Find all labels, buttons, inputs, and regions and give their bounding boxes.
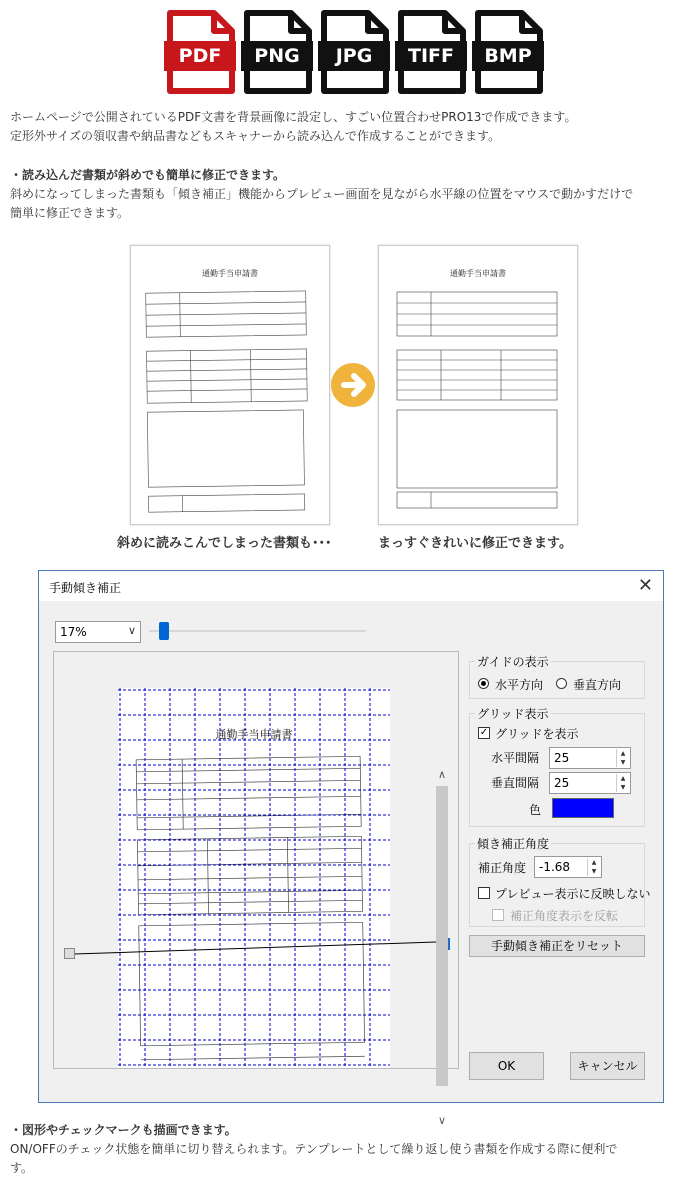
jpg-label: JPG — [335, 45, 373, 67]
doc-title-before: 通勤手当申請書 — [202, 269, 258, 278]
skewed-document-image — [130, 245, 330, 525]
vertical-scrollbar[interactable] — [436, 786, 448, 1086]
doc-title-after: 通勤手当申請書 — [450, 269, 506, 278]
arrow-right-icon — [330, 362, 376, 408]
v-interval-value: 25 — [554, 776, 570, 790]
h-interval-value: 25 — [554, 751, 570, 765]
ok-button[interactable]: OK — [469, 1052, 544, 1080]
zoom-select[interactable] — [55, 621, 141, 643]
angle-input[interactable] — [534, 856, 602, 878]
section2-heading: ・図形やチェックマークも描画できます。 — [10, 1123, 237, 1137]
dialog-title-bar — [39, 571, 663, 601]
h-interval-label: 水平間隔 — [491, 751, 540, 765]
scroll-down-icon[interactable]: ∨ — [438, 1114, 447, 1127]
v-interval-label: 垂直間隔 — [491, 776, 540, 790]
section1-line-1: 斜めになってしまった書類も「傾き補正」機能からプレビュー画面を見ながら水平線の位置をマウスで動かすだけで — [10, 187, 634, 201]
guide-line — [54, 652, 458, 1068]
section1-line-2: 簡単に修正できます。 — [10, 206, 130, 220]
angle-value: -1.68 — [539, 860, 571, 874]
angle-label: 補正角度 — [478, 861, 527, 875]
no-preview-label: プレビュー表示に反映しない — [495, 887, 651, 901]
spin-arrows-icon[interactable]: ▲ ▼ — [616, 749, 629, 767]
section1-heading: ・読み込んだ書類が斜めでも簡単に修正できます。 — [10, 168, 286, 182]
png-label: PNG — [254, 45, 300, 67]
scroll-up-icon[interactable]: ∧ — [438, 768, 447, 781]
spin-arrows-icon[interactable]: ▲ ▼ — [587, 858, 600, 876]
preview-area[interactable] — [53, 651, 459, 1127]
v-interval-input[interactable] — [549, 772, 631, 794]
intro-line-2: 定形外サイズの領収書や納品書などもスキャナーから読み込んで作成することができます。 — [10, 129, 501, 143]
section2-line-1: ON/OFFのチェック状態を簡単に切り替えられます。テンプレートとして繰り返し使う書類を作成する際に便利で — [10, 1142, 618, 1156]
close-icon[interactable]: ✕ — [637, 575, 653, 596]
angle-group-title: 傾き補正角度 — [477, 837, 550, 851]
jpg-file-icon — [318, 9, 390, 95]
corrected-document-image — [378, 245, 578, 525]
grid-show-checkbox[interactable]: ✓ — [479, 727, 489, 738]
grid-group-title: グリッド表示 — [477, 707, 549, 721]
caption-before: 斜めに読みこんでしまった書類も･･･ — [117, 536, 332, 551]
cancel-button[interactable]: キャンセル — [570, 1052, 645, 1080]
tiff-label: TIFF — [408, 45, 454, 67]
zoom-slider-track[interactable] — [149, 630, 366, 632]
h-interval-input[interactable] — [549, 747, 631, 769]
guide-vertical-label: 垂直方向 — [573, 678, 622, 692]
caption-after: まっすぐきれいに修正できます。 — [378, 536, 572, 551]
reset-skew-button[interactable]: 手動傾き補正をリセット — [469, 935, 645, 957]
no-preview-checkbox[interactable] — [478, 887, 490, 899]
grid-color-swatch[interactable] — [552, 798, 614, 818]
dialog-title: 手動傾き補正 — [49, 581, 122, 595]
invert-angle-label: 補正角度表示を反転 — [510, 909, 619, 923]
invert-angle-checkbox[interactable] — [492, 909, 504, 921]
bmp-label: BMP — [484, 45, 532, 67]
spin-arrows-icon[interactable]: ▲ ▼ — [616, 774, 629, 792]
guide-horizontal-radio[interactable] — [478, 678, 489, 689]
color-label: 色 — [529, 803, 542, 817]
bmp-file-icon — [472, 9, 544, 95]
png-file-icon — [241, 9, 313, 95]
zoom-value: 17% — [60, 625, 87, 639]
guide-horizontal-label: 水平方向 — [495, 678, 544, 692]
guide-group-title: ガイドの表示 — [477, 655, 549, 669]
pdf-file-icon — [164, 9, 236, 95]
preview-doc-title: 通勤手当申請書 — [215, 728, 293, 741]
manual-skew-correction-dialog — [38, 570, 664, 1127]
pdf-label: PDF — [178, 45, 222, 67]
zoom-slider-thumb[interactable] — [159, 622, 169, 640]
section2-line-2: す。 — [10, 1161, 34, 1175]
grid-show-label: グリッドを表示 — [495, 727, 579, 741]
guide-vertical-radio[interactable] — [556, 678, 567, 689]
intro-line-1: ホームページで公開されているPDF文書を背景画像に設定し、すごい位置合わせPRO13で作成できます。 — [10, 110, 577, 124]
tiff-file-icon — [395, 9, 467, 95]
chevron-down-icon: ∨ — [127, 624, 136, 637]
guide-left-handle[interactable] — [64, 948, 75, 959]
